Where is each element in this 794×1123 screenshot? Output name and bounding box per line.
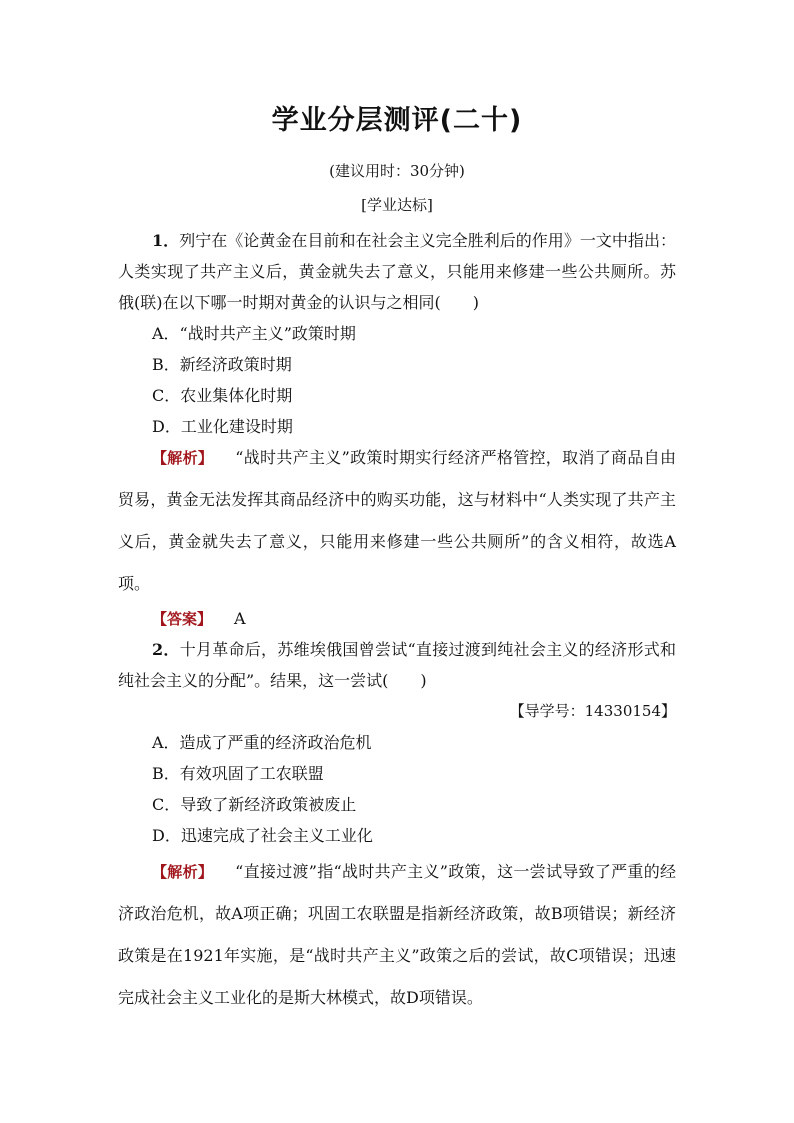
question-2-analysis <box>118 851 676 1019</box>
question-2 <box>118 634 676 851</box>
section-heading: [学业达标] <box>361 196 433 214</box>
analysis-body: “战时共产主义”政策时期实行经济严格管控，取消了商品自由贸易，黄金无法发挥其商品经济中的购买功能，这与材料中“人类实现了共产主义后，黄金就失去了意义，只能用来修建一些公共厕所”的含义相符，故选A项。 <box>118 448 676 593</box>
option-b: B．有效巩固了工农联盟 <box>152 764 324 783</box>
question-1-answer <box>118 603 676 635</box>
analysis-tag: 【解析】 <box>152 863 214 881</box>
option-a: A．“战时共产主义”政策时期 <box>152 324 356 343</box>
answer-tag: 【答案】 <box>152 610 213 628</box>
question-number: 2． <box>152 640 180 659</box>
option-d: D．工业化建设时期 <box>152 417 293 436</box>
page-title: 学业分层测评(二十) <box>271 105 523 136</box>
analysis-tag: 【解析】 <box>152 449 214 467</box>
question-text: 列宁在《论黄金在目前和在社会主义完全胜利后的作用》一文中指出：人类实现了共产主义后，黄金就失去了意义，只能用来修建一些公共厕所。苏俄(联)在以下哪一时期对黄金的认识与之相同( ) <box>118 231 676 312</box>
analysis-text <box>118 851 676 1019</box>
question-1 <box>118 225 676 442</box>
suggested-time: (建议用时：30分钟) <box>329 162 465 180</box>
question-1-analysis <box>118 437 676 605</box>
question-stem <box>118 225 676 318</box>
guide-number: 【导学号：14330154】 <box>509 702 676 720</box>
question-text: 十月革命后，苏维埃俄国曾尝试“直接过渡到纯社会主义的经济形式和纯社会主义的分配”。结果，这一尝试( ) <box>118 640 676 690</box>
analysis-text <box>118 437 676 605</box>
analysis-body: “直接过渡”指“战时共产主义”政策，这一尝试导致了严重的经济政治危机，故A项正确；巩固工农联盟是指新经济政策，故B项错误；新经济政策是在1921年实施，是“战时共产主义”政策之后的尝试，故C项错误；迅速完成社会主义工业化的是斯大林模式，故D项错误。 <box>118 862 676 1007</box>
option-b: B．新经济政策时期 <box>152 355 292 374</box>
option-c: C．农业集体化时期 <box>152 386 293 405</box>
answer-line <box>118 603 676 635</box>
answer-value: A <box>234 609 246 628</box>
question-number: 1． <box>152 231 180 250</box>
option-c: C．导致了新经济政策被废止 <box>152 795 357 814</box>
question-stem <box>118 634 676 696</box>
option-d: D．迅速完成了社会主义工业化 <box>152 826 373 845</box>
option-a: A．造成了严重的经济政治危机 <box>152 733 372 752</box>
